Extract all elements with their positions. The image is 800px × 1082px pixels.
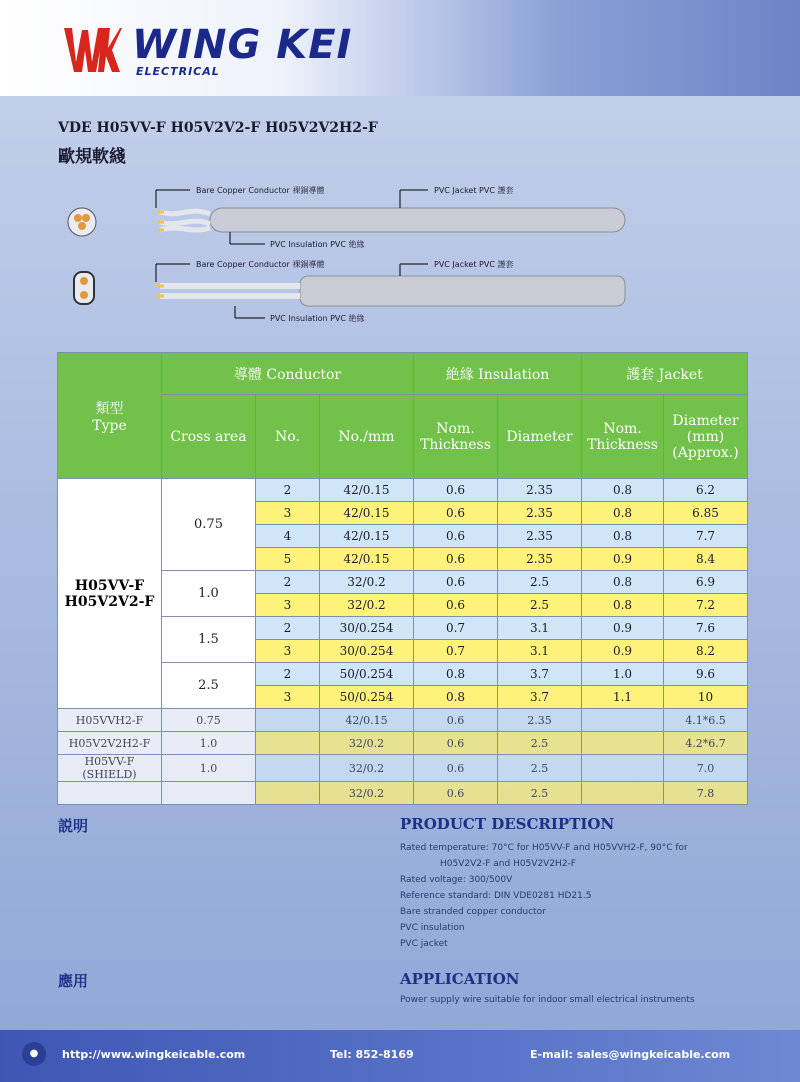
cell-nomm: 42/0.15 (320, 502, 414, 525)
cell-nomm: 32/0.2 (320, 571, 414, 594)
cell-no: 2 (256, 479, 320, 502)
cross-area-cell: 1.0 (162, 732, 256, 755)
cell-ins-d: 2.35 (498, 548, 582, 571)
description-line: Rated voltage: 300/500V (400, 875, 513, 885)
jacket-label: PVC Jacket PVC 護套 (434, 186, 514, 195)
cell-nomm: 42/0.15 (320, 525, 414, 548)
description-title-cn: 説明 (58, 817, 89, 835)
cell-jac-d: 6.9 (664, 571, 748, 594)
cell-ins-t: 0.6 (414, 479, 498, 502)
empty-cell (256, 709, 320, 732)
cross-area-cell: 2.5 (162, 663, 256, 709)
description-line: PVC insulation (400, 923, 465, 933)
footer-phone: Tel: 852-8169 (330, 1048, 414, 1061)
description-line: Reference standard: DIN VDE0281 HD21.5 (400, 891, 592, 901)
cell-jac-t: 0.8 (582, 525, 664, 548)
cell-ins-t: 0.6 (414, 571, 498, 594)
cell-jac-t: 0.9 (582, 548, 664, 571)
cell-jac-d: 7.8 (664, 782, 748, 805)
table-row (58, 617, 748, 640)
cross-area-cell: 0.75 (162, 709, 256, 732)
insulation-label-flat: PVC Insulation PVC 絶緣 (270, 314, 365, 323)
type-label: H05VV-F (74, 577, 145, 594)
conductor-label-flat: Bare Copper Conductor 裸銅導體 (196, 260, 325, 269)
cell-nomm: 32/0.2 (320, 594, 414, 617)
type-cell (58, 479, 162, 709)
cell-ins-d: 2.35 (498, 709, 582, 732)
description-list (400, 840, 790, 952)
cell-ins-t: 0.6 (414, 548, 498, 571)
cell-no: 3 (256, 594, 320, 617)
spec-table-body (58, 479, 748, 805)
no-header: No. (256, 395, 320, 479)
description-line: H05V2V2-F and H05V2V2H2-F (440, 859, 576, 869)
cell-ins-d: 2.5 (498, 594, 582, 617)
cell-ins-d: 2.35 (498, 502, 582, 525)
type-cell (58, 782, 162, 805)
cell-no: 3 (256, 502, 320, 525)
cell-nomm: 42/0.15 (320, 709, 414, 732)
table-row (58, 663, 748, 686)
cell-no: 2 (256, 617, 320, 640)
page-badge-icon: ● (22, 1042, 46, 1066)
cell-ins-t: 0.6 (414, 525, 498, 548)
type-cell: H05V2V2H2-F (58, 732, 162, 755)
cell-no: 3 (256, 686, 320, 709)
jacket-label-flat: PVC Jacket PVC 護套 (434, 260, 514, 269)
cell-jac-d: 9.6 (664, 663, 748, 686)
cell-ins-t: 0.6 (414, 502, 498, 525)
empty-cell (256, 782, 320, 805)
cell-jac-t: 1.1 (582, 686, 664, 709)
cell-ins-t: 0.8 (414, 663, 498, 686)
footer-website[interactable]: http://www.wingkeicable.com (62, 1048, 246, 1061)
footer-bar (0, 1030, 800, 1082)
cell-ins-t: 0.6 (414, 594, 498, 617)
cell-nomm: 42/0.15 (320, 548, 414, 571)
cell-ins-t: 0.6 (414, 709, 498, 732)
cell-jac-d: 4.2*6.7 (664, 732, 748, 755)
cell-jac-d: 7.0 (664, 755, 748, 782)
type-label: H05V2V2-F (64, 593, 155, 610)
cell-nomm: 32/0.2 (320, 755, 414, 782)
empty-cell (256, 755, 320, 782)
description-line: PVC jacket (400, 939, 448, 949)
cell-no: 2 (256, 571, 320, 594)
cell-ins-t: 0.8 (414, 686, 498, 709)
cell-ins-t: 0.6 (414, 782, 498, 805)
cell-ins-d: 3.1 (498, 640, 582, 663)
cell-jac-d: 7.2 (664, 594, 748, 617)
cell-jac-t: 0.9 (582, 617, 664, 640)
ins-diameter-header: Diameter (498, 395, 582, 479)
cross-area-cell (162, 782, 256, 805)
application-title-cn: 應用 (58, 972, 89, 990)
cell-jac-d: 8.2 (664, 640, 748, 663)
type-header-cn: 類型 (95, 400, 124, 417)
empty-cell (582, 755, 664, 782)
empty-cell (256, 732, 320, 755)
no-mm-header: No./mm (320, 395, 414, 479)
cell-nomm: 42/0.15 (320, 479, 414, 502)
cell-jac-t: 0.8 (582, 479, 664, 502)
cell-ins-d: 3.7 (498, 663, 582, 686)
cell-jac-t: 1.0 (582, 663, 664, 686)
jac-thickness-header: Nom. Thickness (582, 395, 664, 479)
cell-nomm: 50/0.254 (320, 686, 414, 709)
cell-jac-d: 10 (664, 686, 748, 709)
type-cell: H05VVH2-F (58, 709, 162, 732)
empty-cell (582, 782, 664, 805)
overlay-row (58, 782, 748, 805)
empty-cell (582, 709, 664, 732)
conductor-label: Bare Copper Conductor 裸銅導體 (196, 186, 325, 195)
jacket-header: 護套 Jacket (582, 353, 748, 395)
cable-diagram (60, 178, 700, 338)
cross-area-cell: 1.0 (162, 571, 256, 617)
table-row (58, 479, 748, 502)
cell-no: 4 (256, 525, 320, 548)
cell-no: 5 (256, 548, 320, 571)
cell-nomm: 50/0.254 (320, 663, 414, 686)
cell-jac-d: 6.85 (664, 502, 748, 525)
empty-cell (582, 732, 664, 755)
cross-area-header: Cross area (162, 395, 256, 479)
type-header-en: Type (92, 417, 127, 434)
wk-logo-icon (62, 22, 122, 76)
spec-table (57, 352, 748, 805)
overlay-row (58, 709, 748, 732)
cell-ins-d: 2.35 (498, 479, 582, 502)
cell-jac-d: 6.2 (664, 479, 748, 502)
cell-nomm: 32/0.2 (320, 782, 414, 805)
overlay-row (58, 755, 748, 782)
cross-area-cell: 1.0 (162, 755, 256, 782)
cell-nomm: 32/0.2 (320, 732, 414, 755)
cell-nomm: 30/0.254 (320, 640, 414, 663)
cell-ins-d: 2.35 (498, 525, 582, 548)
cell-ins-t: 0.7 (414, 640, 498, 663)
cell-ins-d: 3.1 (498, 617, 582, 640)
cross-area-cell: 1.5 (162, 617, 256, 663)
insulation-label: PVC Insulation PVC 絶緣 (270, 240, 365, 249)
cell-ins-d: 2.5 (498, 571, 582, 594)
cell-jac-t: 0.8 (582, 502, 664, 525)
jac-diameter-header: Diameter (mm) (Approx.) (664, 395, 748, 479)
overlay-row (58, 732, 748, 755)
application-text: Power supply wire suitable for indoor small electrical instruments (400, 995, 695, 1005)
ins-thickness-header: Nom. Thickness (414, 395, 498, 479)
cell-jac-d: 4.1*6.5 (664, 709, 748, 732)
table-row (58, 571, 748, 594)
product-subtitle: 歐規軟綫 (58, 147, 126, 167)
type-header (58, 353, 162, 479)
cell-no: 3 (256, 640, 320, 663)
description-line: Bare stranded copper conductor (400, 907, 546, 917)
cell-jac-t: 0.9 (582, 640, 664, 663)
cell-ins-d: 3.7 (498, 686, 582, 709)
product-title: VDE H05VV-F H05V2V2-F H05V2V2H2-F (58, 120, 378, 136)
cell-jac-t: 0.8 (582, 594, 664, 617)
type-cell: H05VV-F (SHIELD) (58, 755, 162, 782)
flat-cable-section-icon (74, 272, 94, 304)
cell-jac-t: 0.8 (582, 571, 664, 594)
cell-ins-t: 0.6 (414, 755, 498, 782)
description-title-en: PRODUCT DESCRIPTION (400, 815, 615, 833)
cell-jac-d: 7.6 (664, 617, 748, 640)
cell-jac-d: 8.4 (664, 548, 748, 571)
cell-nomm: 30/0.254 (320, 617, 414, 640)
cell-ins-t: 0.7 (414, 617, 498, 640)
cell-jac-d: 7.7 (664, 525, 748, 548)
conductor-header: 導體 Conductor (162, 353, 414, 395)
footer-email[interactable]: E-mail: sales@wingkeicable.com (530, 1048, 731, 1061)
cell-ins-d: 2.5 (498, 755, 582, 782)
cell-ins-t: 0.6 (414, 732, 498, 755)
header-banner (0, 0, 800, 96)
brand-name: WING KEI (132, 22, 353, 68)
cell-ins-d: 2.5 (498, 732, 582, 755)
insulation-header: 絶緣 Insulation (414, 353, 582, 395)
brand-subtitle: ELECTRICAL (136, 65, 220, 78)
cross-area-cell: 0.75 (162, 479, 256, 571)
application-title-en: APPLICATION (400, 970, 520, 988)
cell-no: 2 (256, 663, 320, 686)
description-line: Rated temperature: 70°C for H05VV-F and H05VVH2-F, 90°C for (400, 843, 688, 853)
cell-ins-d: 2.5 (498, 782, 582, 805)
spec-table-container (57, 352, 747, 800)
